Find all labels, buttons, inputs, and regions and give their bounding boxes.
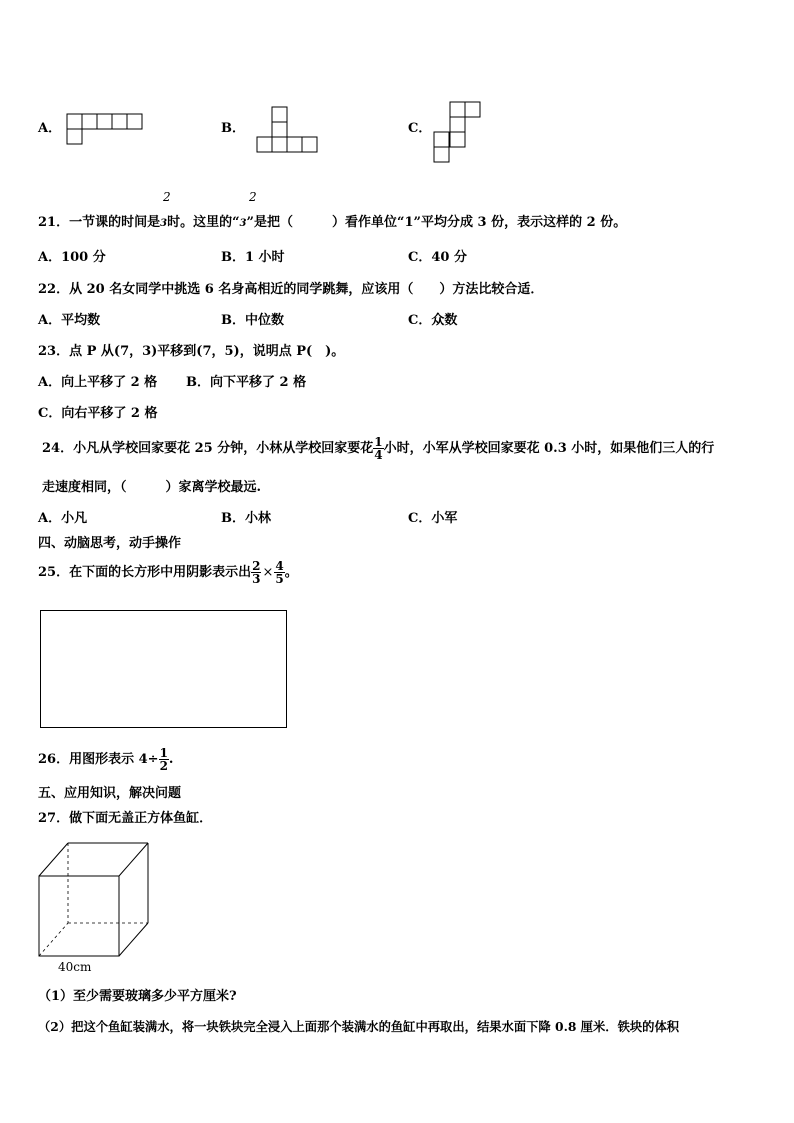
q20-option-a-net [66, 113, 146, 147]
q27-cube-figure [38, 842, 154, 960]
q21-option-b: B．1 小时 [221, 250, 285, 265]
q24-option-c: C．小军 [408, 511, 458, 526]
q24-question-line2: 走速度相同，（ ）家离学校最远. [42, 480, 262, 495]
q26-text: 26．用图形表示 4÷ [38, 752, 159, 767]
q25-times-sign: × [262, 565, 274, 580]
q24-option-a: A．小凡 [38, 511, 88, 526]
q25-fraction-2 [274, 560, 284, 585]
q25-fraction-1 [251, 560, 261, 585]
q24-fraction [373, 436, 383, 461]
q22-question: 22．从 20 名女同学中挑选 6 名身高相近的同学跳舞，应该用（ ）方法比较合适． [38, 282, 544, 297]
q25-question [38, 558, 298, 588]
q21-question [38, 216, 626, 229]
q24-question [42, 434, 714, 464]
q20-option-a-label: A． [38, 121, 62, 136]
q24-option-b: B．小林 [221, 511, 271, 526]
q23-option-a: A．向上平移了 2 格 [38, 375, 158, 390]
q26-end: . [168, 752, 174, 767]
q25-frac1-denominator: 3 [252, 572, 261, 586]
q27-subquestion-1: （1）至少需要玻璃多少平方厘米? [38, 989, 237, 1004]
q20-option-b-label: B． [221, 121, 245, 136]
q21-text-1: 21．一节课的时间是 [38, 215, 161, 230]
q21-frac1-denominator: 3 [160, 218, 168, 229]
q23-option-c: C．向右平移了 2 格 [38, 406, 158, 421]
q24-frac-denominator: 4 [374, 448, 383, 462]
q21-frac1-numerator: 2 [163, 190, 171, 204]
q25-text: 25．在下面的长方形中用阴影表示出 [38, 565, 252, 580]
q24-text-2: 小时，小军从学校回家要花 0.3 小时，如果他们三人的行 [383, 441, 715, 456]
q21-frac2-denominator: 3 [239, 218, 247, 229]
q27-question: 27．做下面无盖正方体鱼缸． [38, 811, 213, 826]
q25-frac2-denominator: 5 [275, 572, 284, 586]
q26-fraction [159, 747, 169, 772]
q26-frac-denominator: 2 [159, 759, 168, 773]
q22-option-b: B．中位数 [221, 313, 284, 328]
q21-option-c: C．40 分 [408, 250, 467, 265]
q22-option-a: A．平均数 [38, 313, 101, 328]
q23-question: 23．点 P 从(7，3)平移到(7，5)，说明点 P( )。 [38, 344, 345, 359]
q24-text-1: 24．小凡从学校回家要花 25 分钟，小林从学校回家要花 [42, 441, 374, 456]
q26-question [38, 745, 173, 775]
q26-frac-numerator: 1 [159, 746, 168, 760]
section-4-heading: 四、动脑思考，动手操作 [38, 536, 182, 551]
q25-frac1-numerator: 2 [252, 559, 261, 573]
section-5-heading: 五、应用知识，解决问题 [38, 786, 182, 801]
q25-frac2-numerator: 4 [275, 559, 284, 573]
q25-rectangle[interactable] [40, 610, 287, 728]
q22-option-c: C．众数 [408, 313, 458, 328]
q20-option-c-label: C． [408, 121, 432, 136]
q25-end: 。 [284, 565, 298, 580]
q24-frac-numerator: 1 [374, 435, 383, 449]
q21-frac2-numerator: 2 [249, 190, 257, 204]
q21-text-3: ”是把（ ）看作单位“1”平均分成 3 份，表示这样的 2 份。 [246, 215, 627, 230]
q20-option-b-net [256, 106, 322, 156]
q23-option-b: B．向下平移了 2 格 [186, 375, 307, 390]
q20-option-c-net [433, 101, 485, 167]
q27-subquestion-2: （2）把这个鱼缸装满水，将一块铁块完全浸入上面那个装满水的鱼缸中再取出，结果水面下降 0.8 厘米．铁块的体积 [38, 1019, 680, 1034]
q21-text-2: 时。这里的“ [167, 215, 240, 230]
q21-option-a: A．100 分 [38, 250, 106, 265]
q27-cube-edge-label: 40cm [58, 960, 92, 974]
